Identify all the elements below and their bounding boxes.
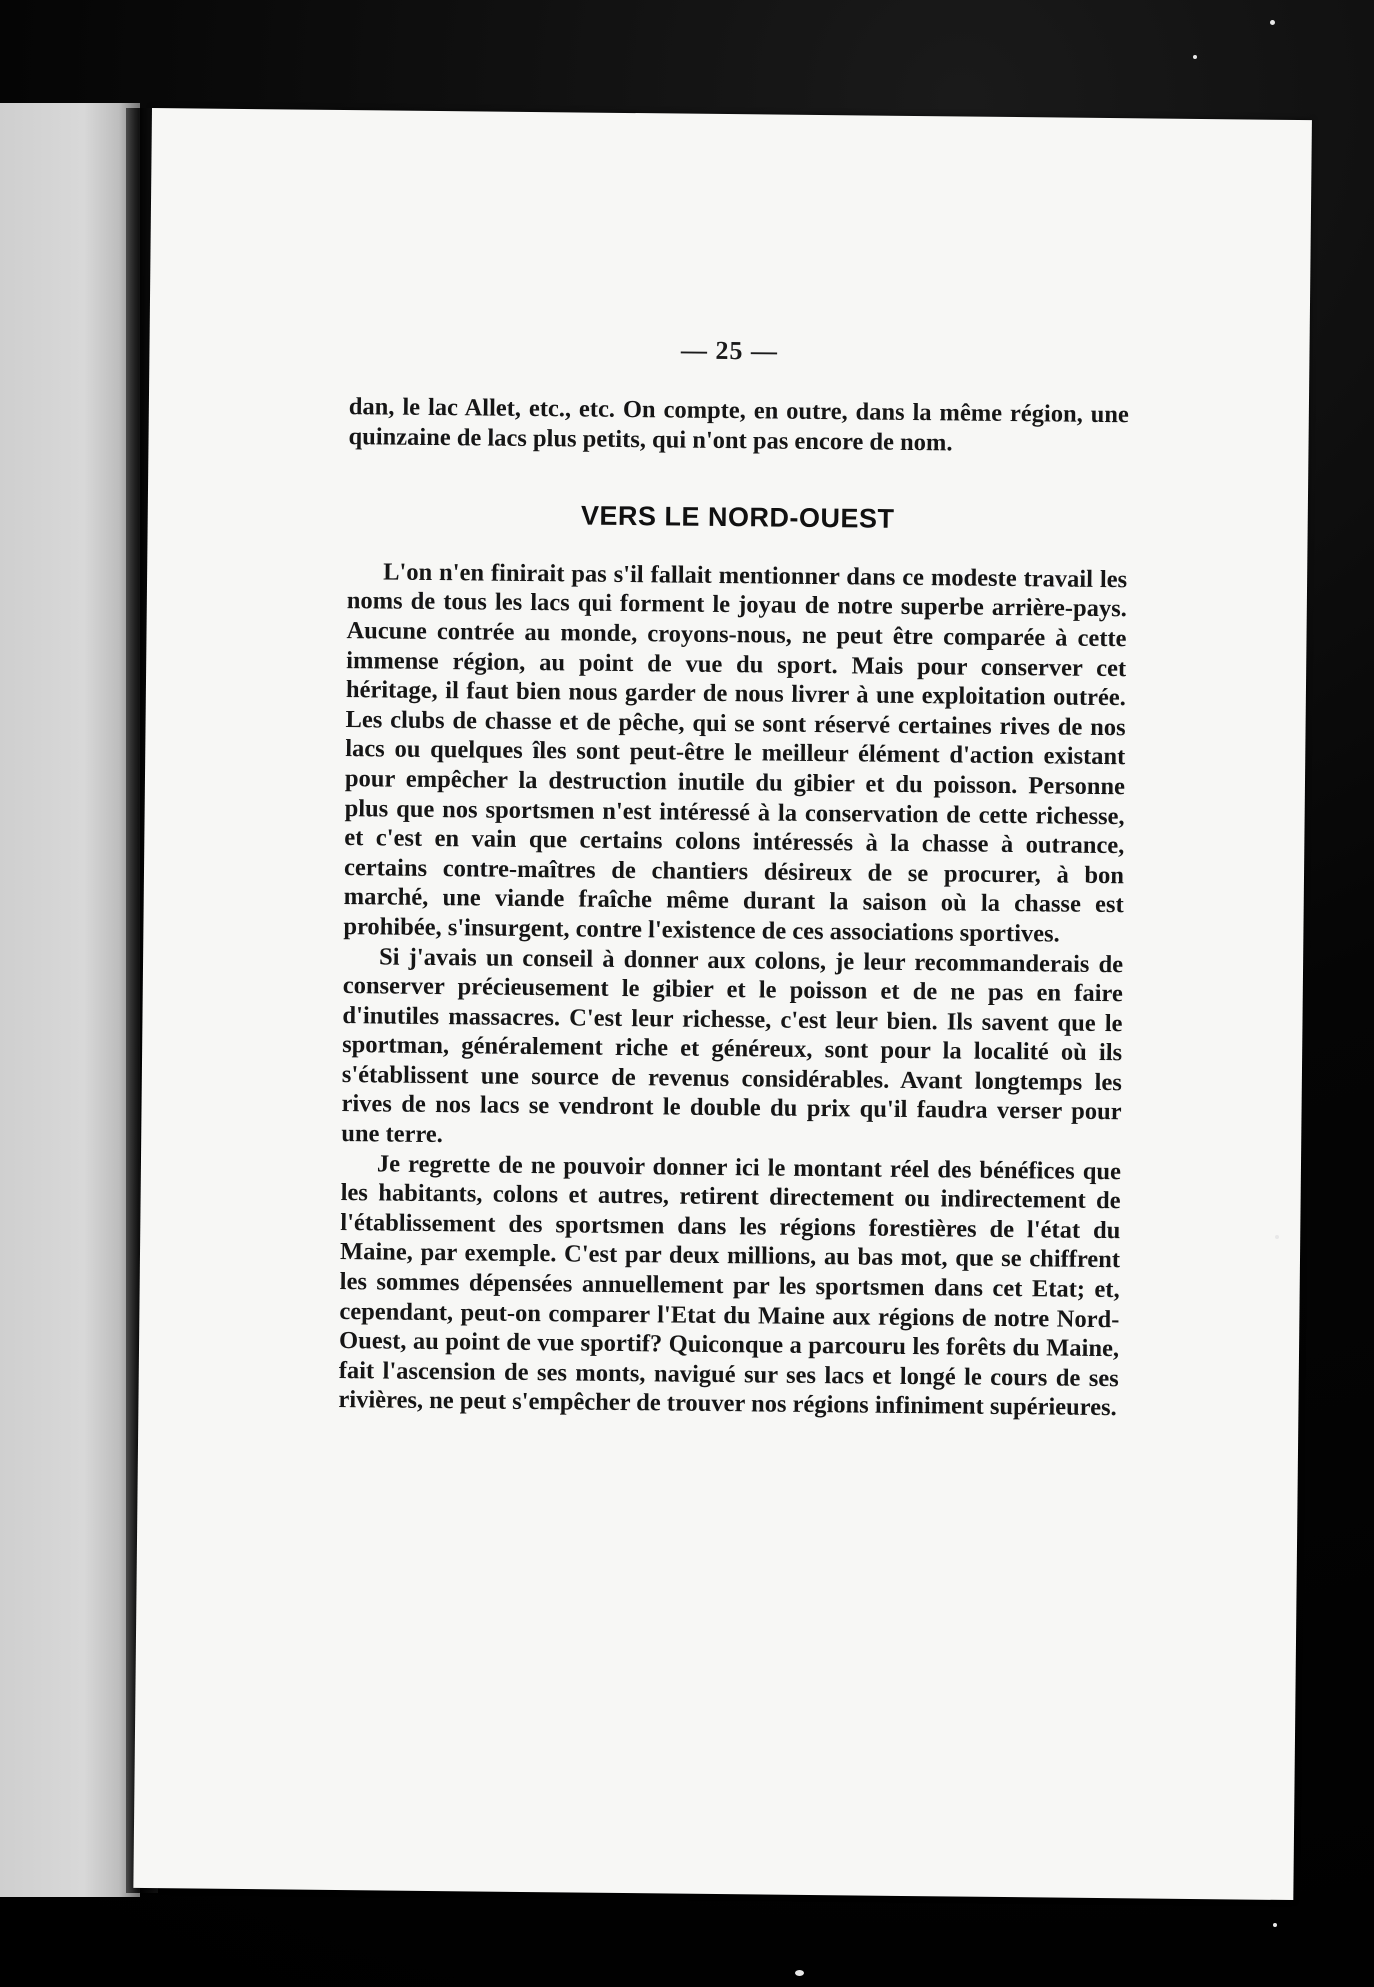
- dust-speck: [1275, 1235, 1279, 1239]
- paragraph: Si j'avais un conseil à donner aux colons, je leur recommanderais de conserver précieusement le gibier et le poisson et de ne pas en faire d'inutiles massacres. C'est leur richesse, c'est leur bien. Ils savent que le sportman, généralement riche et généreux, sont pour la localité où ils s'établissent une source de revenus considérables. Avant longtemps les rives de nos lacs se vendront le double du prix qu'il faudra verser pour une terre.: [341, 942, 1124, 1149]
- dust-speck: [1193, 55, 1197, 59]
- section-heading: VERS LE NORD-OUEST: [580, 500, 895, 534]
- paragraph: Je regrette de ne pouvoir donner ici le montant réel des bénéfices que les habitants, colons et autres, retirent directement ou indirectement de l'établissement des sportsmen dans les régions forestières de l'état du Maine, par exemple. C'est par deux millions, au bas mot, que se chiffrent les sommes dépensées annuellement par les sportsmen dans cet Etat; et, cependant, peut-on comparer l'Etat du Maine aux régions de notre Nord-Ouest, au point de vue sportif? Quiconque a parcouru les forêts du Maine, fait l'ascension de ses monts, navigué sur ses lacs et longé le cours de ses rivières, ne peut s'empêcher de trouver nos régions infiniment supérieures.: [338, 1150, 1122, 1422]
- dust-speck: [1270, 20, 1275, 25]
- page-text: [338, 392, 1129, 1423]
- paragraph: L'on n'en finirait pas s'il fallait mentionner dans ce modeste travail les noms de tous les lacs qui forment le joyau de notre superbe arrière-pays. Aucune contrée au monde, croyons-nous, ne peut être comparée à cette immense région, au point de vue du sport. Mais pour conserver cet héritage, il faut bien nous garder de nous livrer à une exploitation outrée. Les clubs de chasse et de pêche, qui se sont réservé certaines rives de nos lacs ou quelques îles sont peut-être le meilleur élément d'action existant pour empêcher la destruction inutile du gibier et du poisson. Personne plus que nos sportsmen n'est intéressé à la conservation de cette richesse, et c'est en vain que certains colons intéressés à la chasse à outrance, certains contre-maîtres de chantiers désireux de se procurer, à bon marché, une viande fraîche même durant la saison où la chasse est prohibée, s'insurgent, contre l'existence de ces associations sportives.: [343, 558, 1128, 948]
- dust-speck: [1273, 1923, 1277, 1927]
- dust-speck: [795, 1970, 804, 1976]
- facing-page-edge: [0, 103, 140, 1897]
- book-page: [133, 108, 1312, 1900]
- opening-paragraph: dan, le lac Allet, etc., etc. On compte, en outre, dans la même région, une quinzaine de lacs plus petits, qui n'ont pas encore de nom.: [348, 393, 1129, 456]
- page-number: — 25 —: [680, 335, 779, 366]
